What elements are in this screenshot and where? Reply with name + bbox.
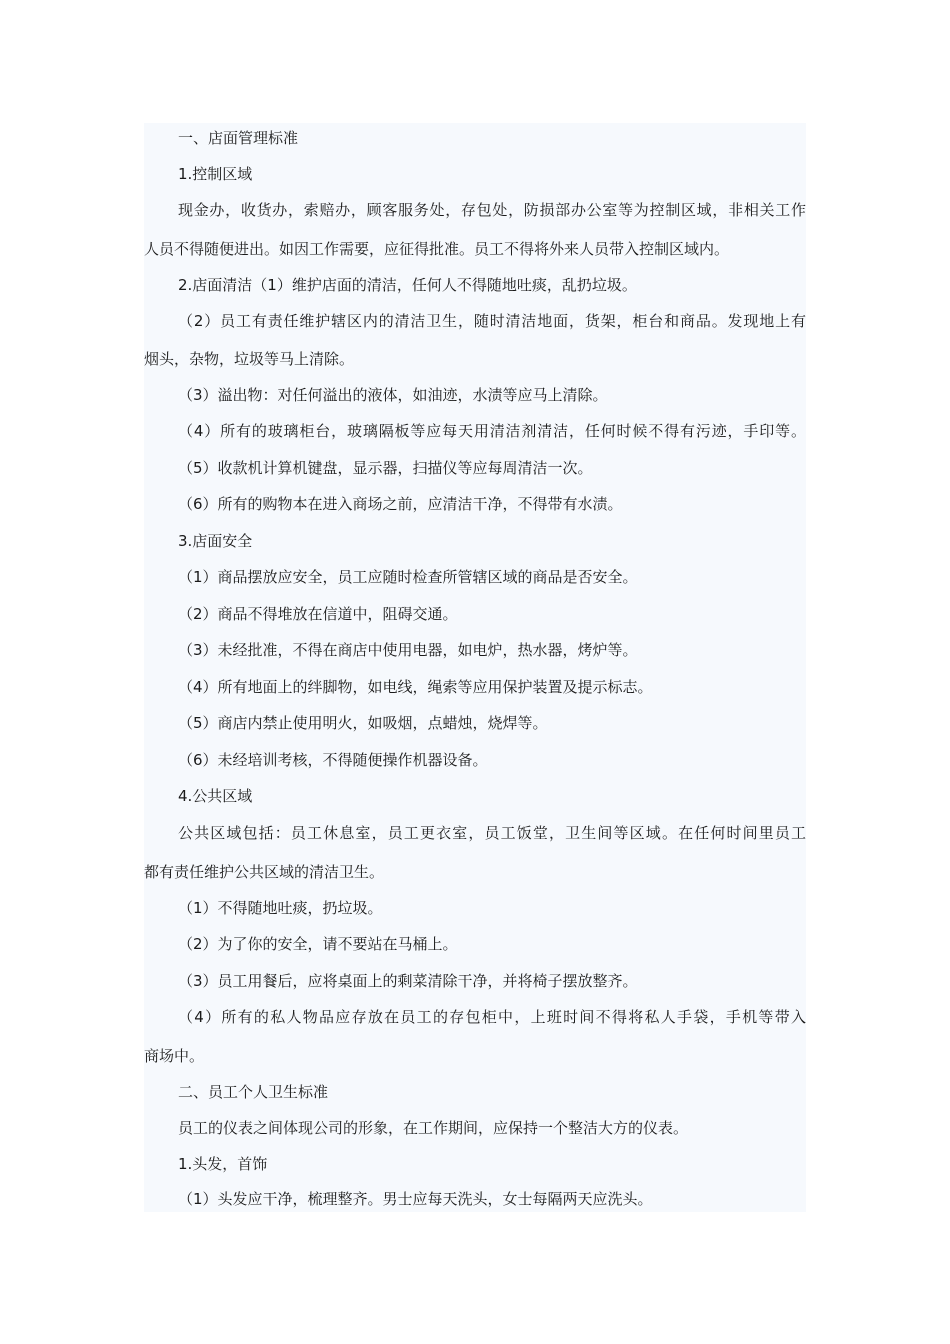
paragraph-line: 烟头，杂物，垃圾等马上清除。: [144, 350, 355, 368]
document-text-block: [144, 123, 806, 1212]
paragraph-line: 员工的仪表之间体现公司的形象，在工作期间，应保持一个整洁大方的仪表。: [178, 1119, 689, 1137]
subsection-heading: 1.头发，首饰: [178, 1155, 268, 1173]
subsection-heading: 3.店面安全: [178, 532, 253, 550]
paragraph-line: 2.店面清洁（1）维护店面的清洁，任何人不得随地吐痰，乱扔垃圾。: [178, 276, 637, 294]
paragraph-line: （5）收款机计算机键盘，显示器，扫描仪等应每周清洁一次。: [178, 459, 593, 477]
subsection-heading: 4.公共区域: [178, 787, 253, 805]
paragraph-line: 公共区域包括：员工休息室，员工更衣室，员工饭堂，卫生间等区域。在任何时间里员工: [178, 824, 806, 842]
paragraph-line: （4）所有的私人物品应存放在员工的存包柜中，上班时间不得将私人手袋，手机等带入: [178, 1008, 806, 1026]
paragraph-line: 商场中。: [144, 1047, 205, 1065]
paragraph-line: （1）商品摆放应安全，员工应随时检查所管辖区域的商品是否安全。: [178, 568, 638, 586]
paragraph-line: （3）未经批准，不得在商店中使用电器，如电炉，热水器，烤炉等。: [178, 641, 638, 659]
paragraph-line: （4）所有的玻璃柜台，玻璃隔板等应每天用清洁剂清洁，任何时候不得有污迹，手印等。: [178, 422, 806, 440]
paragraph-line: （5）商店内禁止使用明火，如吸烟，点蜡烛，烧焊等。: [178, 714, 548, 732]
paragraph-line: （2）商品不得堆放在信道中，阻碍交通。: [178, 605, 458, 623]
paragraph-line: （3）溢出物：对任何溢出的液体，如油迹，水渍等应马上清除。: [178, 386, 608, 404]
section-heading: 二、员工个人卫生标准: [178, 1083, 329, 1101]
paragraph-line: （6）所有的购物本在进入商场之前，应清洁干净，不得带有水渍。: [178, 495, 623, 513]
paragraph-line: （2）员工有责任维护辖区内的清洁卫生，随时清洁地面，货架，柜台和商品。发现地上有: [178, 312, 806, 330]
paragraph-line: （1）不得随地吐痰，扔垃圾。: [178, 899, 383, 917]
paragraph-line: （2）为了你的安全，请不要站在马桶上。: [178, 935, 458, 953]
paragraph-line: 人员不得随便进出。如因工作需要，应征得批准。员工不得将外来人员带入控制区域内。: [144, 240, 730, 258]
paragraph-line: 都有责任维护公共区域的清洁卫生。: [144, 863, 385, 881]
paragraph-line: （4）所有地面上的绊脚物，如电线，绳索等应用保护装置及提示标志。: [178, 678, 653, 696]
paragraph-line: （6）未经培训考核，不得随便操作机器设备。: [178, 751, 488, 769]
paragraph-line: （1）头发应干净，梳理整齐。男士应每天洗头，女士每隔两天应洗头。: [178, 1190, 653, 1208]
section-heading: 一、店面管理标准: [178, 129, 299, 147]
paragraph-line: 现金办，收货办，索赔办，顾客服务处，存包处，防损部办公室等为控制区域，非相关工作: [178, 201, 806, 219]
subsection-heading: 1.控制区域: [178, 165, 253, 183]
paragraph-line: （3）员工用餐后，应将桌面上的剩菜清除干净，并将椅子摆放整齐。: [178, 972, 638, 990]
